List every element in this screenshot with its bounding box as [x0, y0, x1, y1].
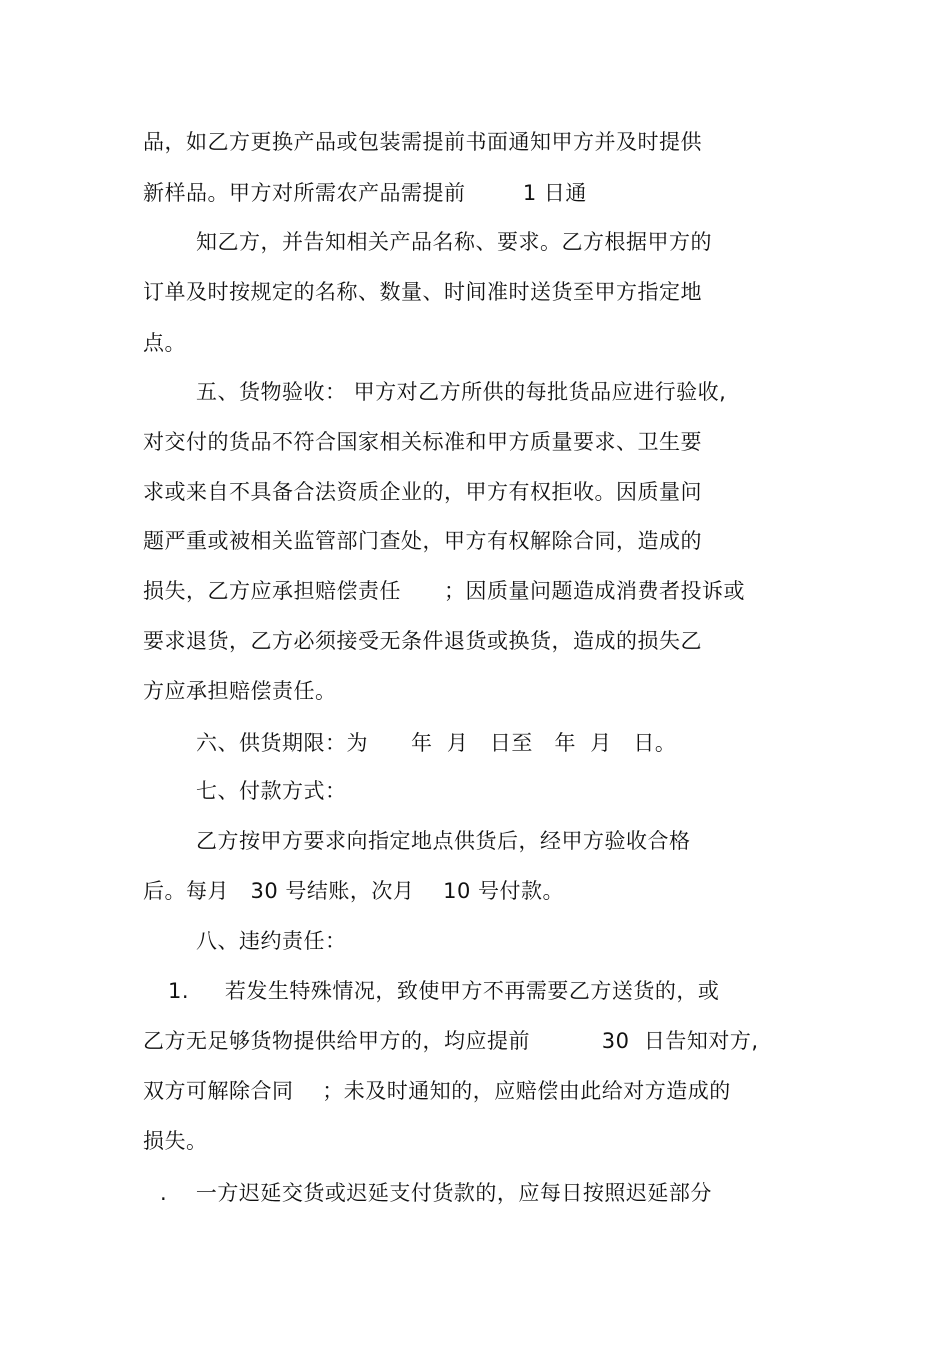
- text-line: 乙方无足够货物提供给甲方的，均应提前 30 日告知对方,: [143, 1029, 759, 1053]
- text-line: 损失。: [143, 1129, 208, 1153]
- numbered-item-line: 1. 若发生特殊情况，致使甲方不再需要乙方送货的，或: [168, 979, 720, 1003]
- text-line: 要求退货，乙方必须接受无条件退货或换货，造成的损失乙: [143, 629, 702, 653]
- text-line: 订单及时按规定的名称、数量、时间准时送货至甲方指定地: [143, 280, 702, 304]
- text-line: 乙方按甲方要求向指定地点供货后，经甲方验收合格: [196, 829, 691, 853]
- text-line: 点。: [143, 331, 186, 355]
- text-line: 后。每月 30 号结账，次月 10 号付款。: [143, 879, 565, 903]
- text-line: 新样品。甲方对所需农产品需提前 1 日通: [143, 181, 587, 205]
- section-heading-line: 六、供货期限：为 年 月 日至 年 月 日。: [196, 731, 677, 755]
- section-heading-line: 七、付款方式：: [196, 779, 347, 803]
- text-line: 双方可解除合同 ；未及时通知的，应赔偿由此给对方造成的: [143, 1079, 731, 1103]
- text-line: 对交付的货品不符合国家相关标准和甲方质量要求、卫生要: [143, 430, 702, 454]
- text-line: 求或来自不具备合法资质企业的，甲方有权拒收。因质量问: [143, 480, 702, 504]
- numbered-item-line: . 一方迟延交货或迟延支付货款的，应每日按照迟延部分: [160, 1181, 712, 1205]
- section-heading-line: 八、违约责任：: [196, 929, 347, 953]
- text-line: 方应承担赔偿责任。: [143, 679, 337, 703]
- text-line: 损失，乙方应承担赔偿责任 ；因质量问题造成消费者投诉或: [143, 579, 746, 603]
- text-line: 品，如乙方更换产品或包装需提前书面通知甲方并及时提供: [143, 130, 702, 154]
- text-line: 题严重或被相关监管部门查处，甲方有权解除合同，造成的: [143, 529, 702, 553]
- text-line: 知乙方，并告知相关产品名称、要求。乙方根据甲方的: [196, 230, 712, 254]
- section-heading-line: 五、货物验收： 甲方对乙方所供的每批货品应进行验收,: [196, 380, 727, 404]
